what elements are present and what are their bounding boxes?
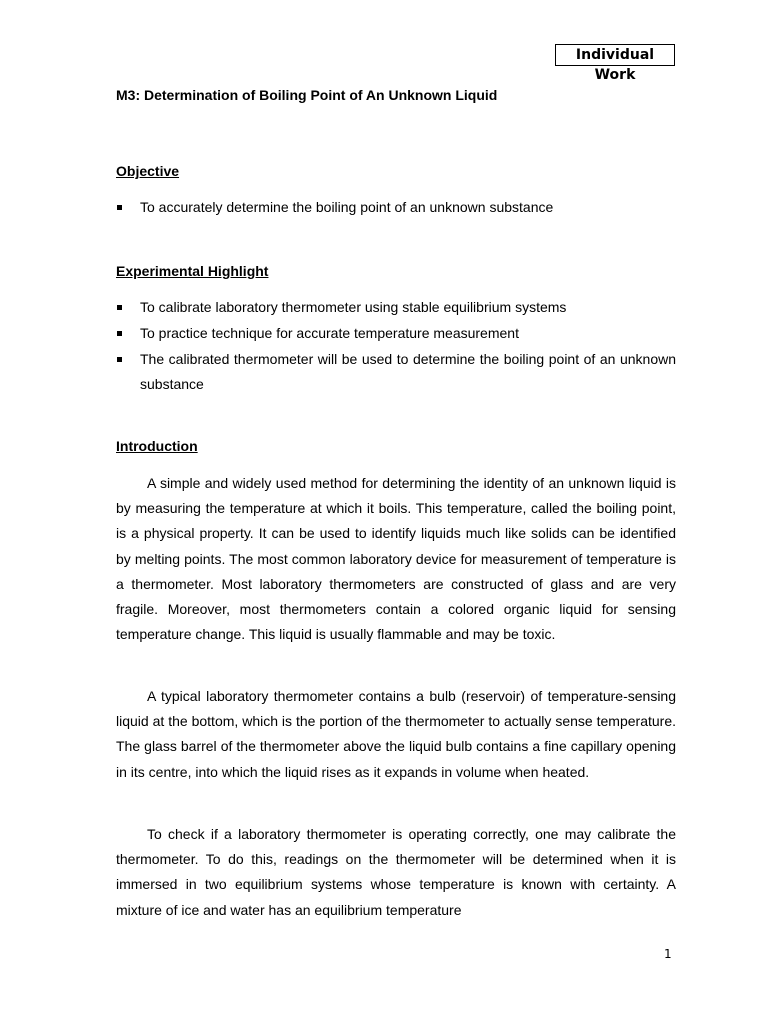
list-item: To practice technique for accurate temperature measurement <box>116 321 676 346</box>
document-title: M3: Determination of Boiling Point of An Unknown Liquid <box>116 87 498 103</box>
individual-work-badge: Individual Work <box>555 44 675 66</box>
objective-heading: Objective <box>116 163 180 179</box>
list-item: To calibrate laboratory thermometer using stable equilibrium systems <box>116 295 676 320</box>
experimental-highlight-heading: Experimental Highlight <box>116 263 269 279</box>
intro-paragraph: To check if a laboratory thermometer is operating correctly, one may calibrate the thermometer. To do this, readings on the thermometer will be determined when it is immersed in two equilibrium systems whose temperature is known with certainty. A mixture of ice and water has an equilibrium temperature <box>116 826 676 918</box>
intro-paragraph: A simple and widely used method for determining the identity of an unknown liquid is by measuring the temperature at which it boils. This temperature, called the boiling point, is a physical property. It can be used to identify liquids much like solids can be identified by melting points. The most common laboratory device for measurement of temperature is a thermometer. Most laboratory thermometers are constructed of glass and are very fragile. Moreover, most thermometers contain a colored organic liquid for sensing temperature change. This liquid is usually flammable and may be toxic. <box>116 475 676 643</box>
highlight-list <box>116 295 676 397</box>
page-number: 1 <box>664 947 672 961</box>
bullet-square-icon <box>117 305 122 310</box>
objective-list <box>116 195 676 220</box>
bullet-square-icon <box>117 331 122 336</box>
bullet-square-icon <box>117 205 122 210</box>
intro-paragraph: A typical laboratory thermometer contains a bulb (reservoir) of temperature-sensing liquid at the bottom, which is the portion of the thermometer to actually sense temperature. The glass barrel of the thermometer above the liquid bulb contains a fine capillary opening in its centre, into which the liquid rises as it expands in volume when heated. <box>116 688 676 780</box>
list-item: The calibrated thermometer will be used to determine the boiling point of an unknown substance <box>116 347 676 397</box>
list-item: To accurately determine the boiling point of an unknown substance <box>116 195 676 220</box>
introduction-heading: Introduction <box>116 438 198 454</box>
bullet-square-icon <box>117 357 122 362</box>
